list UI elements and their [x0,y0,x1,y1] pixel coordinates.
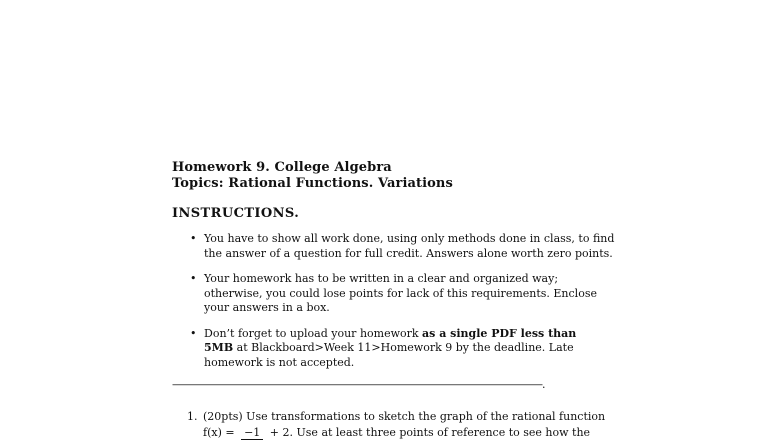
problem-number: 1. [187,410,198,423]
function-name: f(x) = [203,426,235,439]
instructions-list [190,232,620,381]
homework-topics: Topics: Rational Functions. Variations [172,176,453,191]
instruction-item [190,272,620,316]
instruction-line: • You have to show all work done, using only methods done in class, to find [204,232,615,245]
instruction-item [190,232,620,261]
instruction-emphasis: 5MB [204,341,234,354]
instructions-heading: INSTRUCTIONS. [172,206,300,221]
problem-continuation: Use at least three points of reference to see how the [296,426,591,439]
instruction-line: • Your homework has to be written in a clear and organized way; [204,272,559,285]
fraction [241,427,263,440]
problem-statement: (20pts) Use transformations to sketch the graph of the rational function [203,410,606,423]
problem-formula-line [203,426,590,441]
instruction-item [190,327,620,371]
instruction-line: your answers in a box. [204,301,330,314]
instruction-line: otherwise, you could lose points for lack of this requirements. Enclose [204,286,597,300]
homework-header [172,160,453,192]
problem-1 [187,410,617,439]
instruction-line [204,327,620,342]
fraction-numerator: −1 [241,427,263,440]
instruction-text: Don’t forget to upload your homework [204,326,423,340]
instruction-line [204,341,620,356]
instruction-emphasis: as a single PDF less than [422,326,577,340]
function-constant: + 2. [269,426,294,439]
instruction-text: at Blackboard>Week 11>Homework 9 by the deadline. Late [233,341,574,354]
instruction-line: homework is not accepted. [204,355,355,369]
instruction-line: the answer of a question for full credit. Answers alone worth zero points. [204,246,613,260]
section-divider: —————————————————————————————————————. [172,378,545,391]
homework-title: Homework 9. College Algebra [172,160,392,175]
